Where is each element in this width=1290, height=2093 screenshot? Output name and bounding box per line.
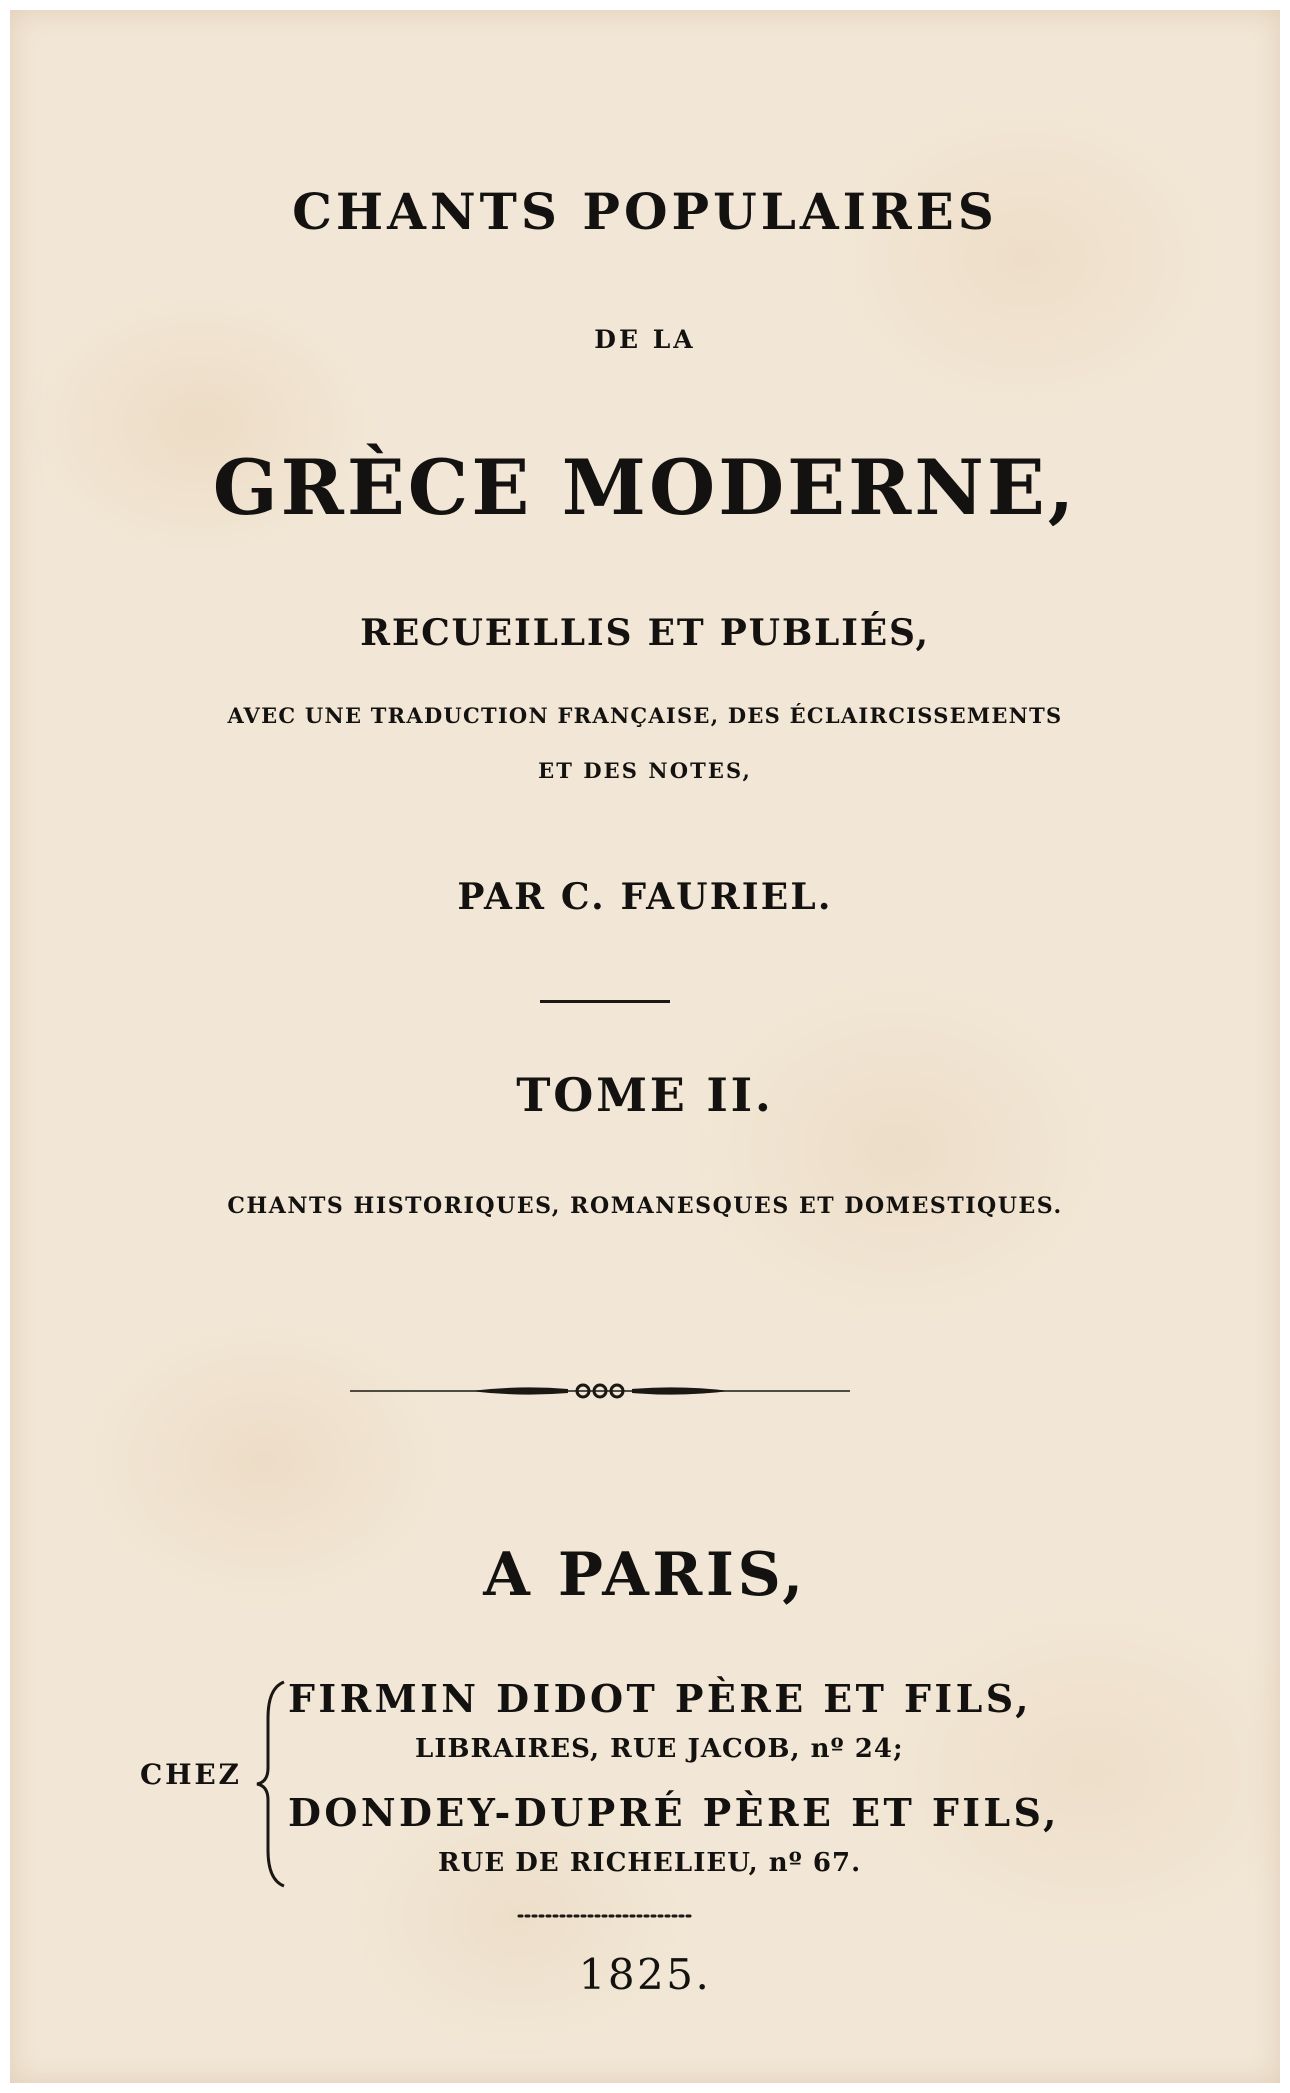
volume-contents: CHANTS HISTORIQUES, ROMANESQUES ET DOMESTIQUES. — [227, 1193, 1063, 1219]
separator-rule — [540, 1000, 670, 1003]
dotted-ornament — [515, 1910, 695, 1922]
publisher-2-name: DONDEY-DUPRÉ PÈRE ET FILS, — [288, 1790, 1060, 1835]
chez-label: CHEZ — [140, 1758, 242, 1791]
publisher-1-name: FIRMIN DIDOT PÈRE ET FILS, — [288, 1676, 1032, 1721]
title-line-2: DE LA — [594, 325, 696, 354]
publisher-2-address: RUE DE RICHELIEU, nº 67. — [438, 1848, 862, 1878]
subtitle-line-1: RECUEILLIS ET PUBLIÉS, — [360, 612, 930, 654]
author-line: PAR C. FAURIEL. — [457, 876, 833, 918]
title-page — [10, 10, 1280, 2083]
ornament-divider — [350, 1376, 850, 1406]
brace-icon — [254, 1678, 288, 1890]
volume-number: TOME II. — [516, 1068, 774, 1122]
title-line-3: GRÈCE MODERNE, — [212, 443, 1078, 532]
publication-year: 1825. — [578, 1950, 712, 1999]
publisher-1-address: LIBRAIRES, RUE JACOB, nº 24; — [415, 1734, 904, 1764]
title-line-1: CHANTS POPULAIRES — [292, 182, 998, 241]
subtitle-line-3: ET DES NOTES, — [538, 758, 752, 783]
subtitle-line-2: AVEC UNE TRADUCTION FRANÇAISE, DES ÉCLAIRCISSEMENTS — [227, 703, 1063, 728]
imprint-city: A PARIS, — [483, 1540, 807, 1610]
